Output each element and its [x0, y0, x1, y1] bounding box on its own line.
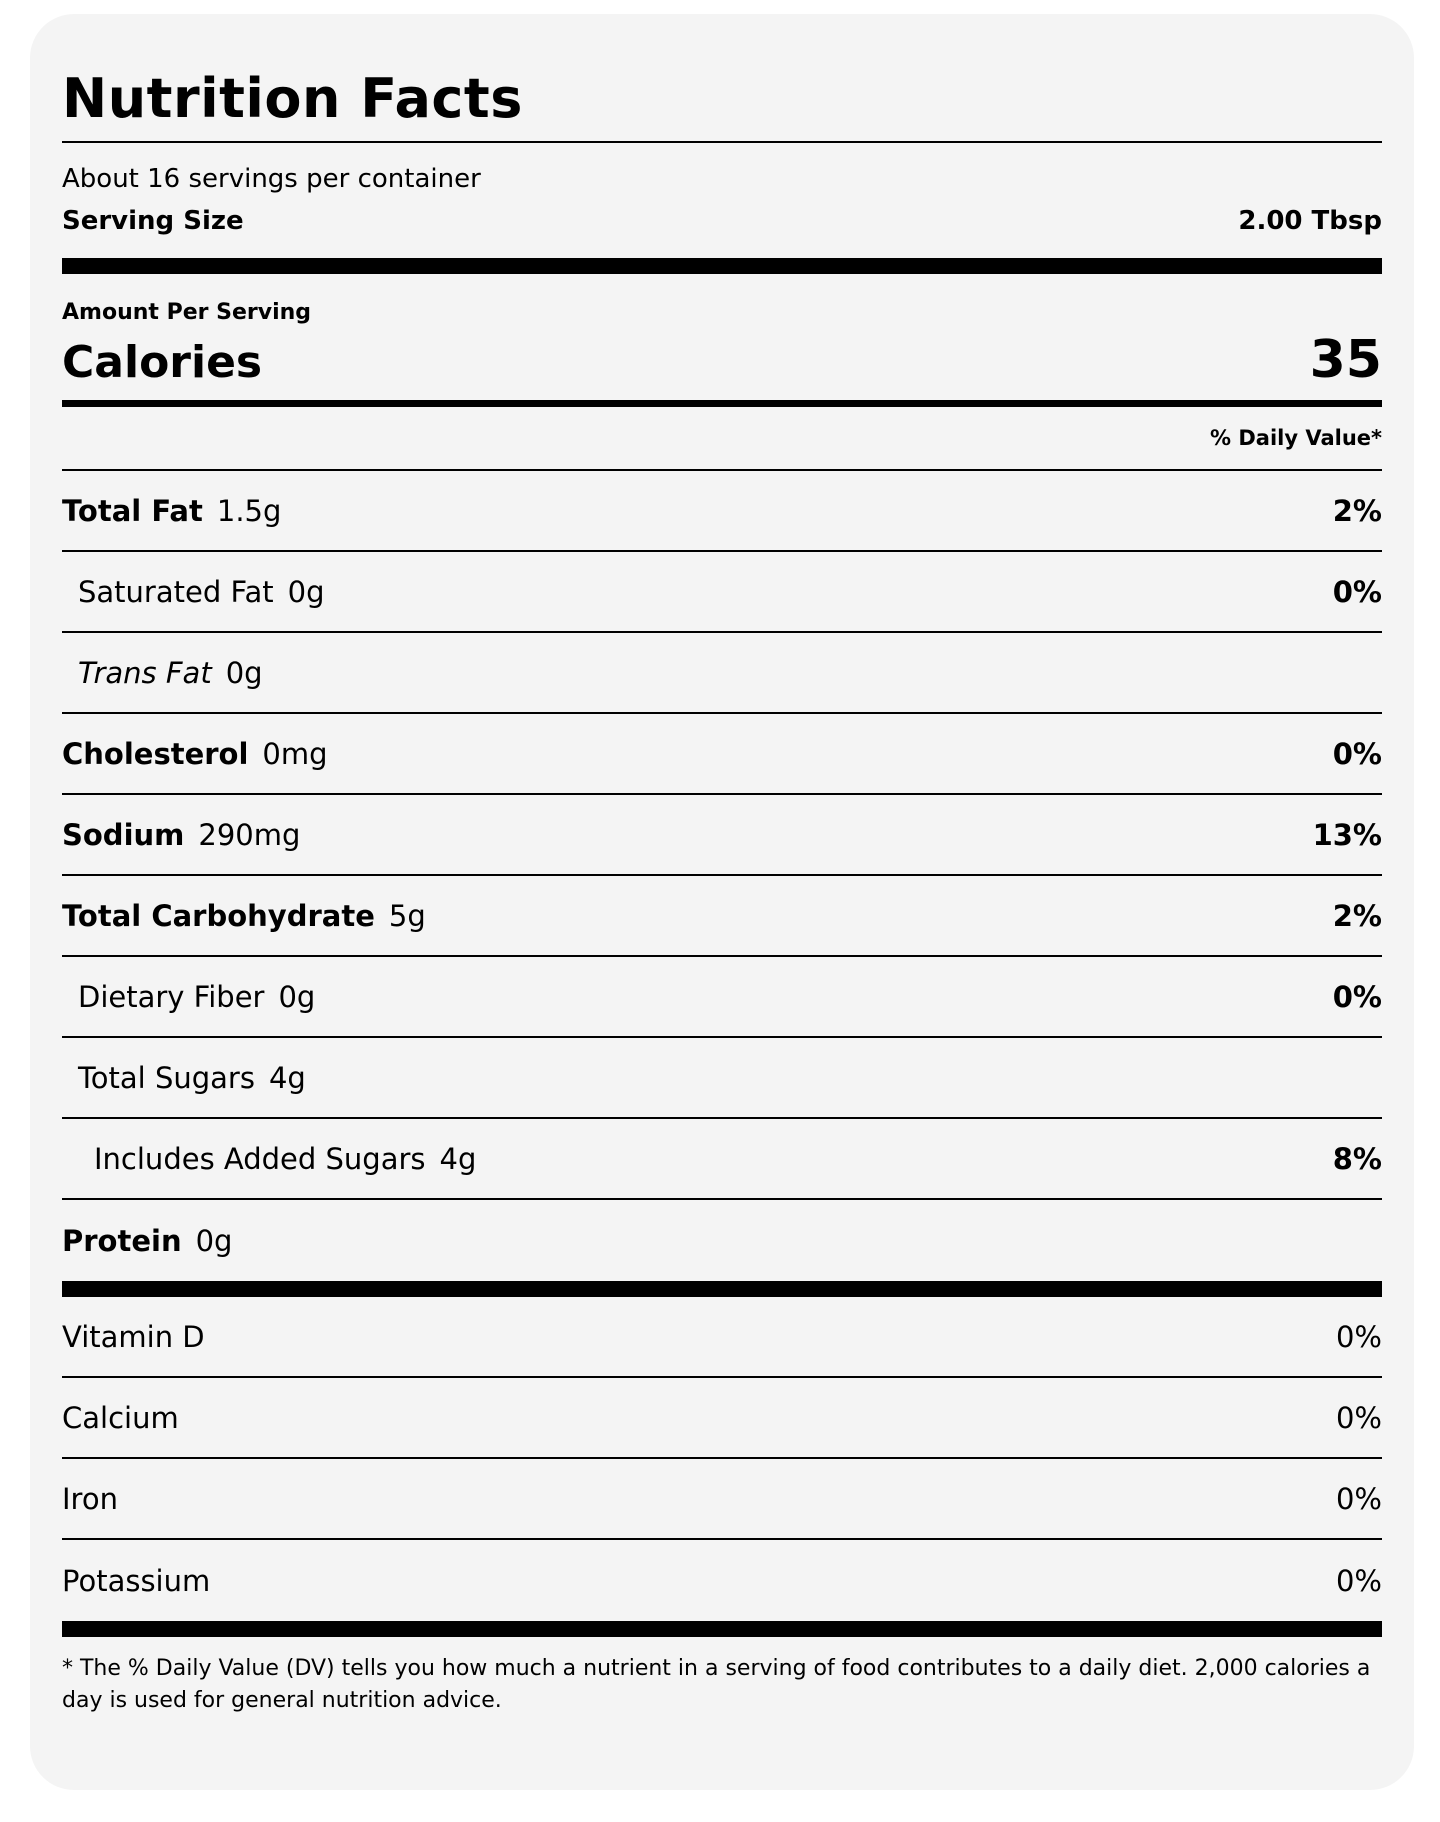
- medium-divider: [62, 400, 1382, 407]
- serving-size-value: 2.00 Tbsp: [1238, 206, 1382, 236]
- vitamin-row-calcium: [62, 1378, 1382, 1459]
- servings-per-container: About 16 servings per container: [62, 164, 481, 194]
- nutrient-amount: 0g: [278, 979, 316, 1014]
- thick-divider: [62, 258, 1382, 274]
- vitamin-name: Iron: [62, 1481, 118, 1516]
- nutrient-row-sodium: [62, 795, 1382, 876]
- nutrient-amount: 5g: [388, 898, 426, 933]
- nutrient-dv: 8%: [1332, 1141, 1382, 1176]
- nutrient-name: Includes Added Sugars: [94, 1141, 426, 1176]
- nutrient-name: Dietary Fiber: [78, 979, 265, 1014]
- nutrient-amount: 4g: [439, 1141, 477, 1176]
- nutrient-row-dietary-fiber: [62, 957, 1382, 1038]
- amount-per-serving: Amount Per Serving: [62, 300, 312, 325]
- nutrient-name: Total Fat: [62, 493, 203, 528]
- vitamin-row-iron: [62, 1459, 1382, 1540]
- nutrient-row-total-fat: [62, 471, 1382, 552]
- nutrition-label: [62, 14, 1382, 1717]
- nutrient-dv: 13%: [1312, 817, 1382, 852]
- footnote: * The % Daily Value (DV) tells you how much a nutrient in a serving of food contributes to a daily diet. 2,000 calories a day is used for general nutrition advice.: [62, 1656, 1371, 1713]
- vitamin-dv: 0%: [1335, 1400, 1382, 1435]
- nutrition-label-panel: [30, 14, 1414, 1790]
- vitamin-dv: 0%: [1335, 1481, 1382, 1516]
- vitamin-row-potassium: [62, 1540, 1382, 1621]
- nutrient-name: Saturated Fat: [78, 574, 274, 609]
- nutrient-name: Total Carbohydrate: [62, 898, 375, 933]
- nutrient-dv: 2%: [1332, 493, 1382, 528]
- serving-size-row: [62, 201, 1382, 241]
- nutrient-row-saturated-fat: [62, 552, 1382, 633]
- calories-row: [62, 330, 1382, 390]
- vitamin-name: Vitamin D: [62, 1319, 205, 1354]
- calories-value: 35: [1309, 330, 1382, 390]
- nutrient-row-added-sugars: [62, 1119, 1382, 1200]
- thick-divider: [62, 1621, 1382, 1637]
- nutrient-name: Sodium: [62, 817, 185, 852]
- nutrient-name: Trans Fat: [78, 655, 212, 690]
- nutrient-name: Total Sugars: [78, 1060, 255, 1095]
- nutrient-row-total-sugars: [62, 1038, 1382, 1119]
- nutrient-dv: 0%: [1332, 979, 1382, 1014]
- nutrient-amount: 0g: [225, 655, 263, 690]
- vitamin-row-vitamin-d: [62, 1297, 1382, 1378]
- nutrient-amount: 4g: [268, 1060, 306, 1095]
- nutrient-name: Protein: [62, 1223, 182, 1258]
- vitamin-dv: 0%: [1335, 1563, 1382, 1598]
- vitamin-name: Calcium: [62, 1400, 179, 1435]
- nutrient-row-total-carbohydrate: [62, 876, 1382, 957]
- nutrient-dv: 2%: [1332, 898, 1382, 933]
- nutrient-dv: 0%: [1332, 736, 1382, 771]
- vitamin-dv: 0%: [1335, 1319, 1382, 1354]
- calories-label: Calories: [62, 337, 263, 388]
- nutrient-name: Cholesterol: [62, 736, 249, 771]
- nutrient-row-trans-fat: [62, 633, 1382, 714]
- nutrient-amount: 0g: [195, 1223, 233, 1258]
- thick-divider: [62, 1281, 1382, 1297]
- nutrient-amount: 0mg: [262, 736, 328, 771]
- daily-value-header: % Daily Value*: [62, 407, 1382, 471]
- vitamin-name: Potassium: [62, 1563, 211, 1598]
- label-title: Nutrition Facts: [62, 14, 1382, 143]
- nutrient-amount: 1.5g: [216, 493, 282, 528]
- serving-size-label: Serving Size: [62, 206, 244, 236]
- nutrient-dv: 0%: [1332, 574, 1382, 609]
- nutrient-row-cholesterol: [62, 714, 1382, 795]
- nutrient-amount: 0g: [287, 574, 325, 609]
- nutrient-row-protein: [62, 1200, 1382, 1281]
- nutrient-amount: 290mg: [198, 817, 301, 852]
